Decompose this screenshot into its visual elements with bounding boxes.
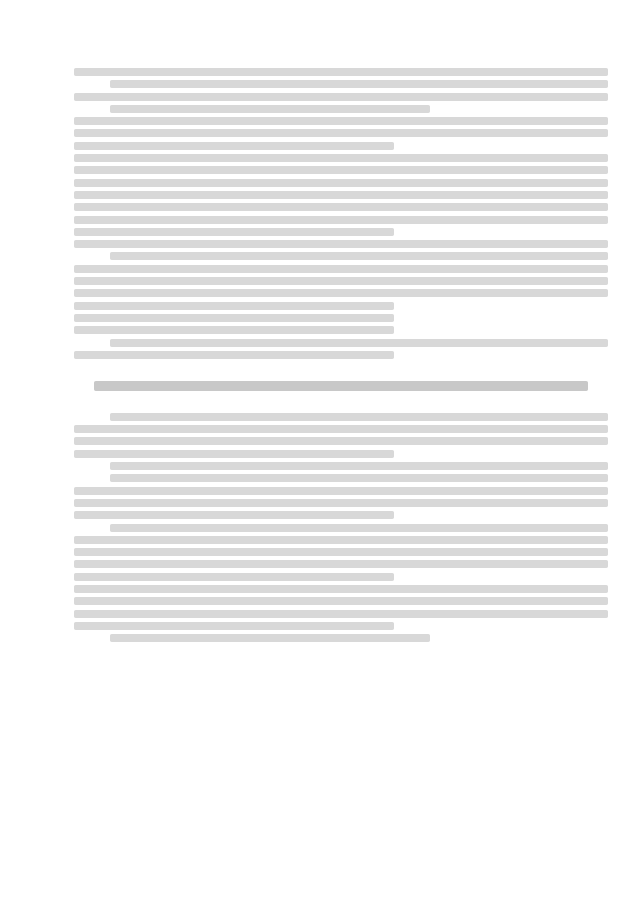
text-line-placeholder — [74, 142, 394, 150]
text-line-placeholder — [110, 105, 430, 113]
text-line-placeholder — [74, 326, 394, 334]
text-line-placeholder — [110, 413, 608, 421]
text-line-placeholder — [74, 179, 608, 187]
text-line-placeholder — [74, 129, 608, 137]
text-line-placeholder — [74, 487, 608, 495]
text-line-placeholder — [74, 548, 608, 556]
text-line-placeholder — [74, 536, 608, 544]
text-line-placeholder — [74, 117, 608, 125]
text-line-placeholder — [74, 154, 608, 162]
text-line-placeholder — [74, 314, 394, 322]
text-line-placeholder — [74, 289, 608, 297]
text-line-placeholder — [74, 203, 608, 211]
text-line-placeholder — [74, 166, 608, 174]
text-line-placeholder — [74, 277, 608, 285]
text-line-placeholder — [110, 252, 608, 260]
text-line-placeholder — [74, 191, 608, 199]
text-line-placeholder — [74, 302, 394, 310]
text-line-placeholder — [74, 622, 394, 630]
text-line-placeholder — [110, 524, 608, 532]
text-line-placeholder — [110, 339, 608, 347]
document-body — [74, 64, 608, 646]
text-line-placeholder — [74, 450, 394, 458]
text-line-placeholder — [74, 265, 608, 273]
text-line-placeholder — [74, 499, 608, 507]
text-line-placeholder — [74, 68, 608, 76]
text-line-placeholder — [74, 351, 394, 359]
text-line-placeholder — [110, 462, 608, 470]
text-line-placeholder — [74, 585, 608, 593]
text-line-placeholder — [74, 597, 608, 605]
text-line-placeholder — [110, 634, 430, 642]
text-line-placeholder — [74, 610, 608, 618]
text-line-placeholder — [74, 216, 608, 224]
section-heading — [94, 381, 588, 391]
text-line-placeholder — [74, 437, 608, 445]
text-line-placeholder — [74, 573, 394, 581]
text-line-placeholder — [74, 93, 608, 101]
text-line-placeholder — [110, 80, 608, 88]
text-line-placeholder — [74, 425, 608, 433]
text-line-placeholder — [74, 240, 608, 248]
text-line-placeholder — [110, 474, 608, 482]
text-line-placeholder — [74, 228, 394, 236]
text-line-placeholder — [74, 560, 608, 568]
text-line-placeholder — [74, 511, 394, 519]
